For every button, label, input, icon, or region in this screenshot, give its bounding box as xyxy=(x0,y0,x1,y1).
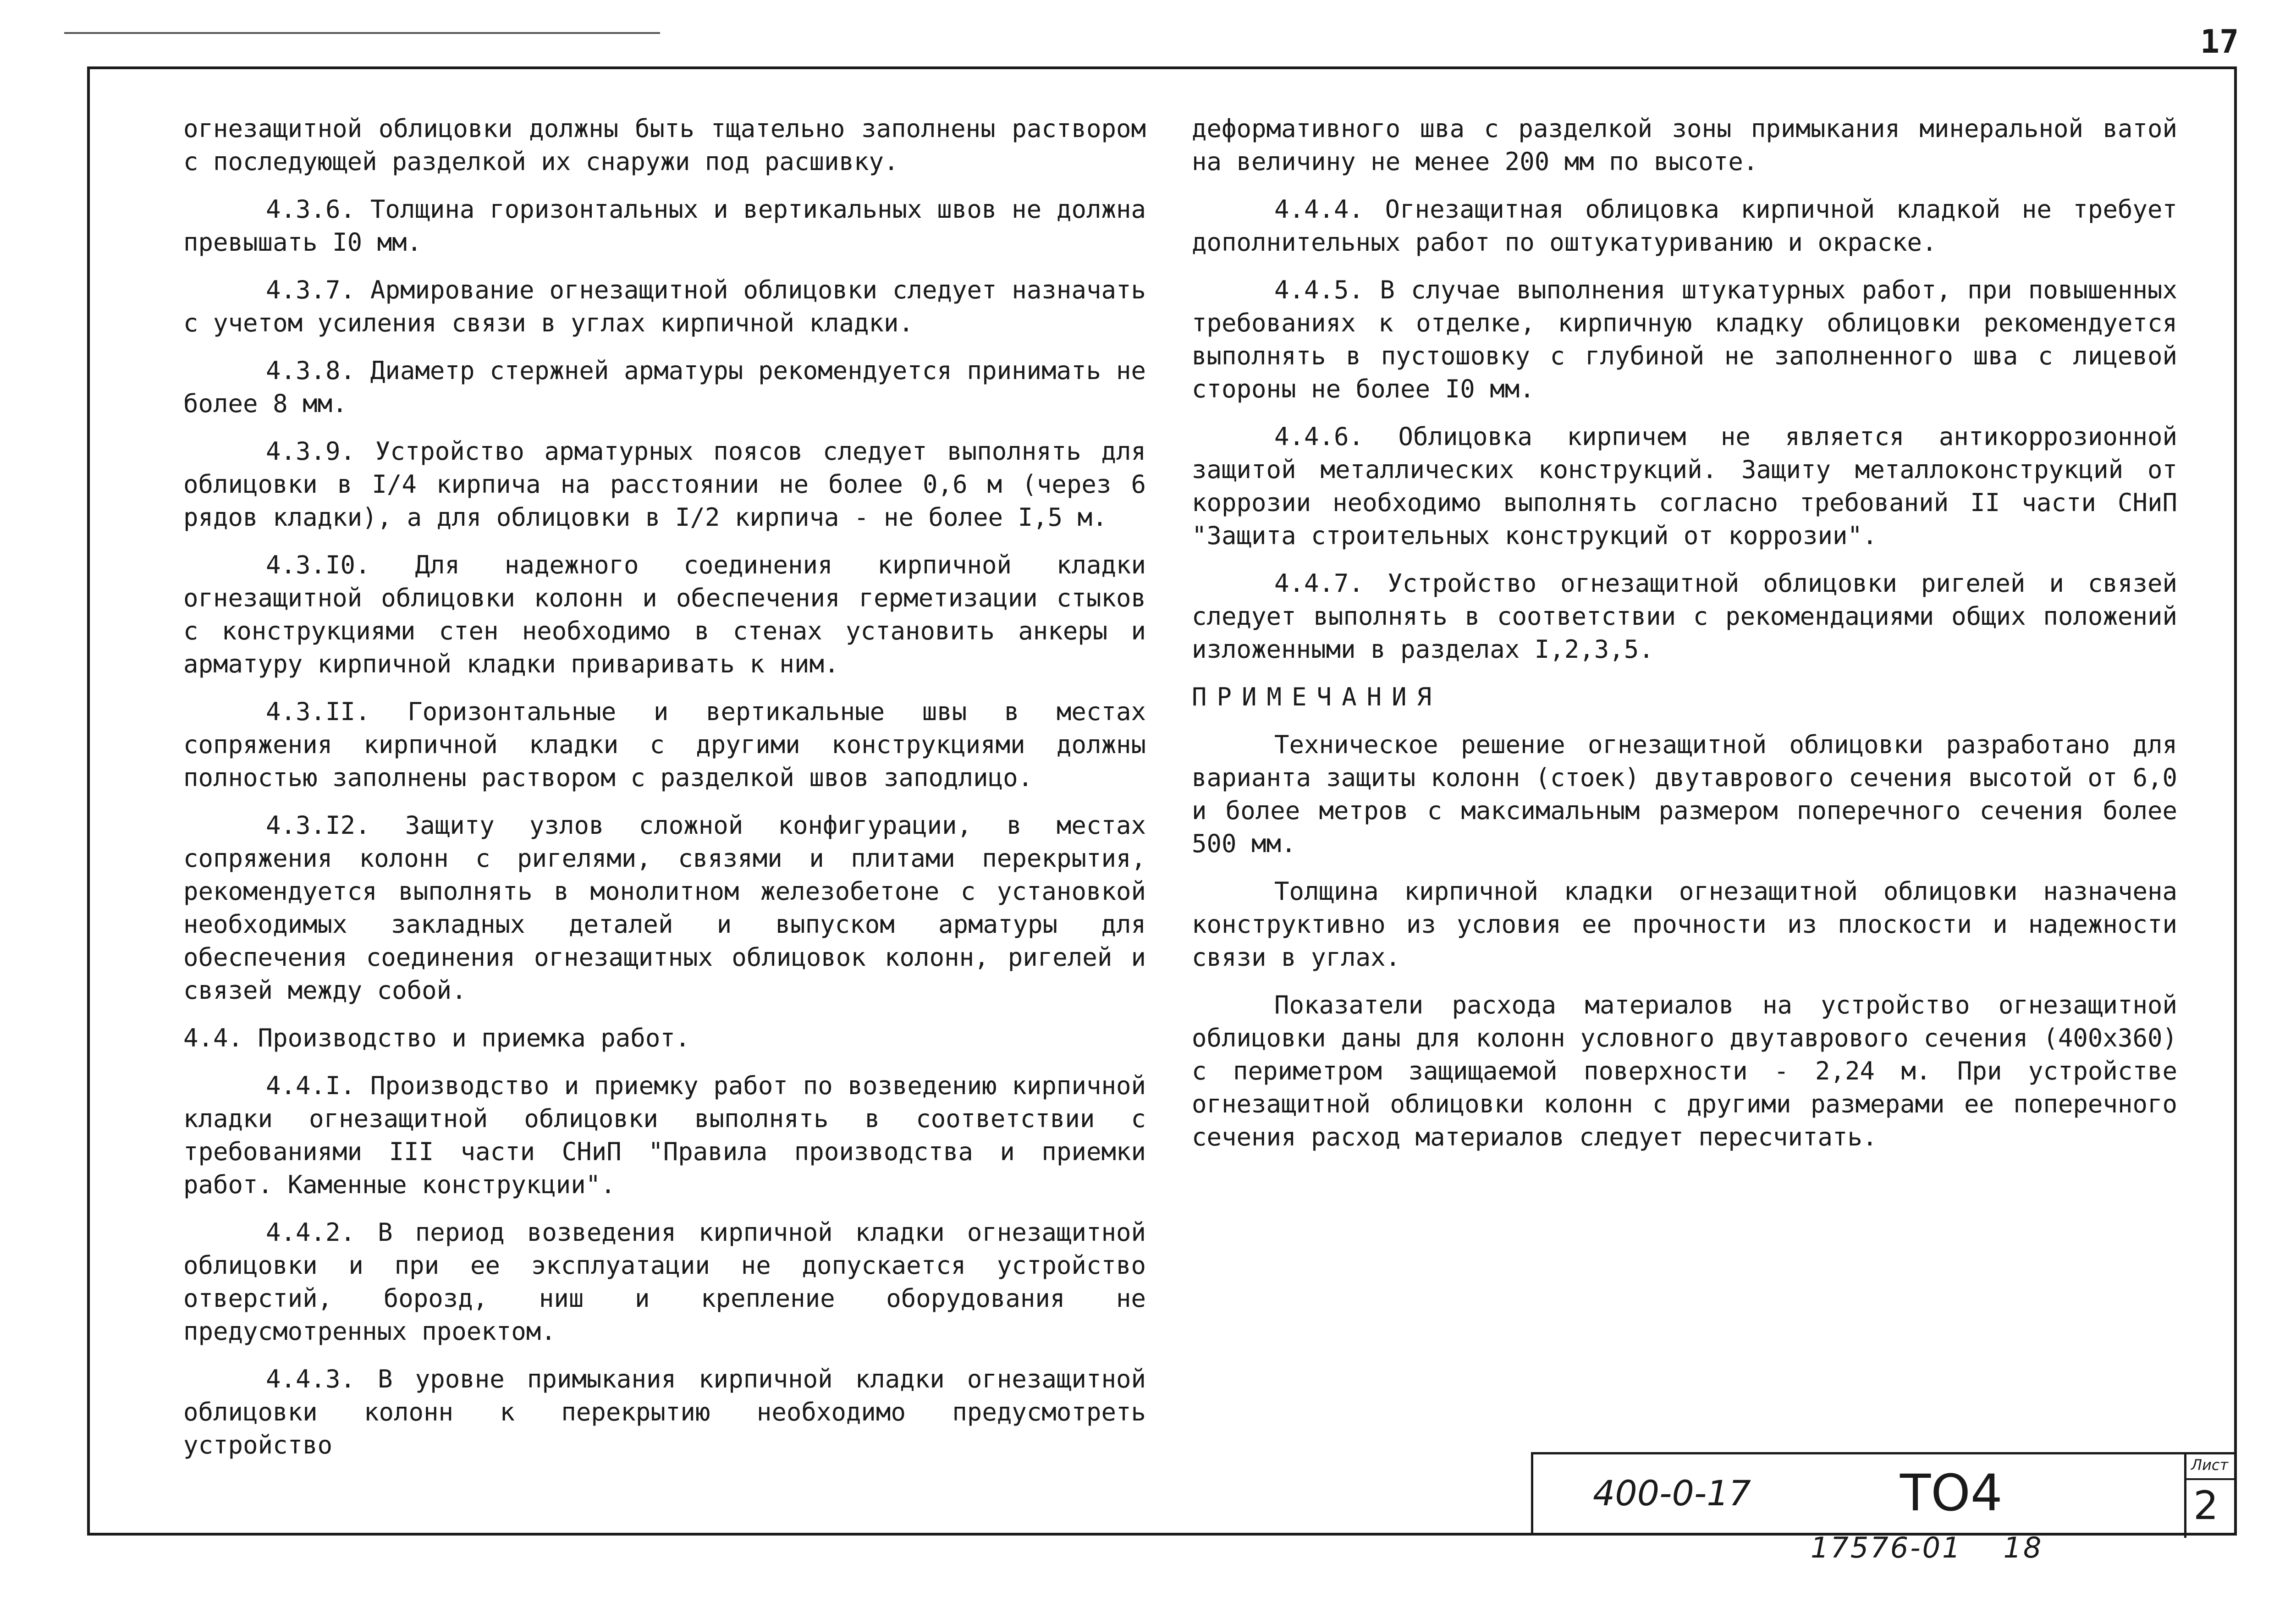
scan-artifact-line xyxy=(64,32,660,34)
paragraph: деформативного шва с разделкой зоны примыкания минеральной ватой на величину не менее 200 мм по высоте. xyxy=(1192,114,2177,176)
document-code: 400-0-17 xyxy=(1593,1473,1751,1514)
paragraph: 4.4.5. В случае выполнения штукатурных работ, при повышенных требованиях к отделке, кирпичную кладку облицовки рекомендуется выполнять в пустошовку с глубиной не заполненного шва с лицевой стороны не более I0 мм. xyxy=(1192,275,2177,403)
format-number: 18 xyxy=(2003,1531,2043,1564)
paragraph: 4.3.7. Армирование огнезащитной облицовки следует назначать с учетом усиления связи в углах кирпичной кладки. xyxy=(183,275,1146,337)
paragraph: 4.4.2. В период возведения кирпичной кладки огнезащитной облицовки и при ее эксплуатации не допускается устройство отверстий, борозд, ниш и крепление оборудования не предусмотренных проектом. xyxy=(183,1218,1146,1346)
paragraph: 4.3.9. Устройство арматурных поясов следует выполнять для облицовки в I/4 кирпича на расстоянии не более 0,6 м (через 6 рядов кладки), а для облицовки в I/2 кирпича - не более I,5 м. xyxy=(183,437,1146,532)
title-block-stamp xyxy=(1531,1452,2237,1536)
right-text-column xyxy=(1192,112,2177,1168)
sheet-divider xyxy=(2186,1478,2237,1480)
paragraph: 4.3.I2. Защиту узлов сложной конфигурации, в местах сопряжения колонн с ригелями, связями и плитами перекрытия, рекомендуется выполнять в монолитном железобетоне с установкой необходимых закладных деталей и выпуском арматуры для обеспечения соединения огнезащитных облицовок колонн, ригелей и связей между собой. xyxy=(183,811,1146,1005)
paragraph: 4.3.8. Диаметр стержней арматуры рекомендуется принимать не более 8 мм. xyxy=(183,356,1146,418)
sheet-cell xyxy=(2184,1454,2237,1538)
inventory-code xyxy=(1811,1531,2043,1564)
inventory-number: 17576-01 xyxy=(1811,1531,1962,1564)
sheet-label: Лист xyxy=(2191,1456,2229,1474)
paragraph: 4.3.I0. Для надежного соединения кирпичной кладки огнезащитной облицовки колонн и обеспечения герметизации стыков с конструкциями стен необходимо в стенах установить анкеры и арматуру кирпичной кладки приваривать к ним. xyxy=(183,551,1146,678)
paragraph: 4.3.6. Толщина горизонтальных и вертикальных швов не должна превышать I0 мм. xyxy=(183,195,1146,257)
paragraph: 4.3.II. Горизонтальные и вертикальные швы в местах сопряжения кирпичной кладки с другими конструкциями должны полностью заполнены раствором с разделкой швов заподлицо. xyxy=(183,697,1146,792)
note-paragraph: Толщина кирпичной кладки огнезащитной облицовки назначена конструктивно из условия ее прочности из плоскости и надежности связи в углах. xyxy=(1192,877,2177,972)
paragraph: 4.4.6. Облицовка кирпичем не является антикоррозионной защитой металлических конструкций. Защиту металлоконструкций от коррозии необходимо выполнять согласно требований II части СНиП "Защита строительных конструкций от коррозии". xyxy=(1192,422,2177,550)
document-mark: ТО4 xyxy=(1900,1464,2003,1522)
paragraph: 4.4.4. Огнезащитная облицовка кирпичной кладкой не требует дополнительных работ по оштукатуриванию и окраске. xyxy=(1192,195,2177,257)
corner-page-number: 17 xyxy=(2200,23,2239,61)
left-text-column xyxy=(183,112,1146,1476)
paragraph: огнезащитной облицовки должны быть тщательно заполнены раствором с последующей разделкой их снаружи под расшивку. xyxy=(183,114,1146,176)
paragraph: 4.4.7. Устройство огнезащитной облицовки ригелей и связей следует выполнять в соответствии с рекомендациями общих положений изложенными в разделах I,2,3,5. xyxy=(1192,569,2177,664)
sheet-number: 2 xyxy=(2193,1483,2219,1529)
note-paragraph: Показатели расхода материалов на устройство огнезащитной облицовки даны для колонн условного двутаврового сечения (400x360) с периметром защищаемой поверхности - 2,24 м. При устройстве огнезащитной облицовки колонн с другими размерами ее поперечного сечения расход материалов следует пересчитать. xyxy=(1192,991,2177,1151)
paragraph: 4.4.3. В уровне примыкания кирпичной кладки огнезащитной облицовки колонн к перекрытию необходимо предусмотреть устройство xyxy=(183,1365,1146,1459)
note-paragraph: Техническое решение огнезащитной облицовки разработано для варианта защиты колонн (стоек) двутаврового сечения высотой от 6,0 и более метров с максимальным размером поперечного сечения более 500 мм. xyxy=(1192,730,2177,858)
paragraph: 4.4.I. Производство и приемку работ по возведению кирпичной кладки огнезащитной облицовки выполнять в соответствии с требованиями III части СНиП "Правила производства и приемки работ. Каменные конструкции". xyxy=(183,1071,1146,1199)
section-heading: 4.4. Производство и приемка работ. xyxy=(183,1024,690,1052)
notes-title: ПРИМЕЧАНИЯ xyxy=(1192,683,1442,711)
